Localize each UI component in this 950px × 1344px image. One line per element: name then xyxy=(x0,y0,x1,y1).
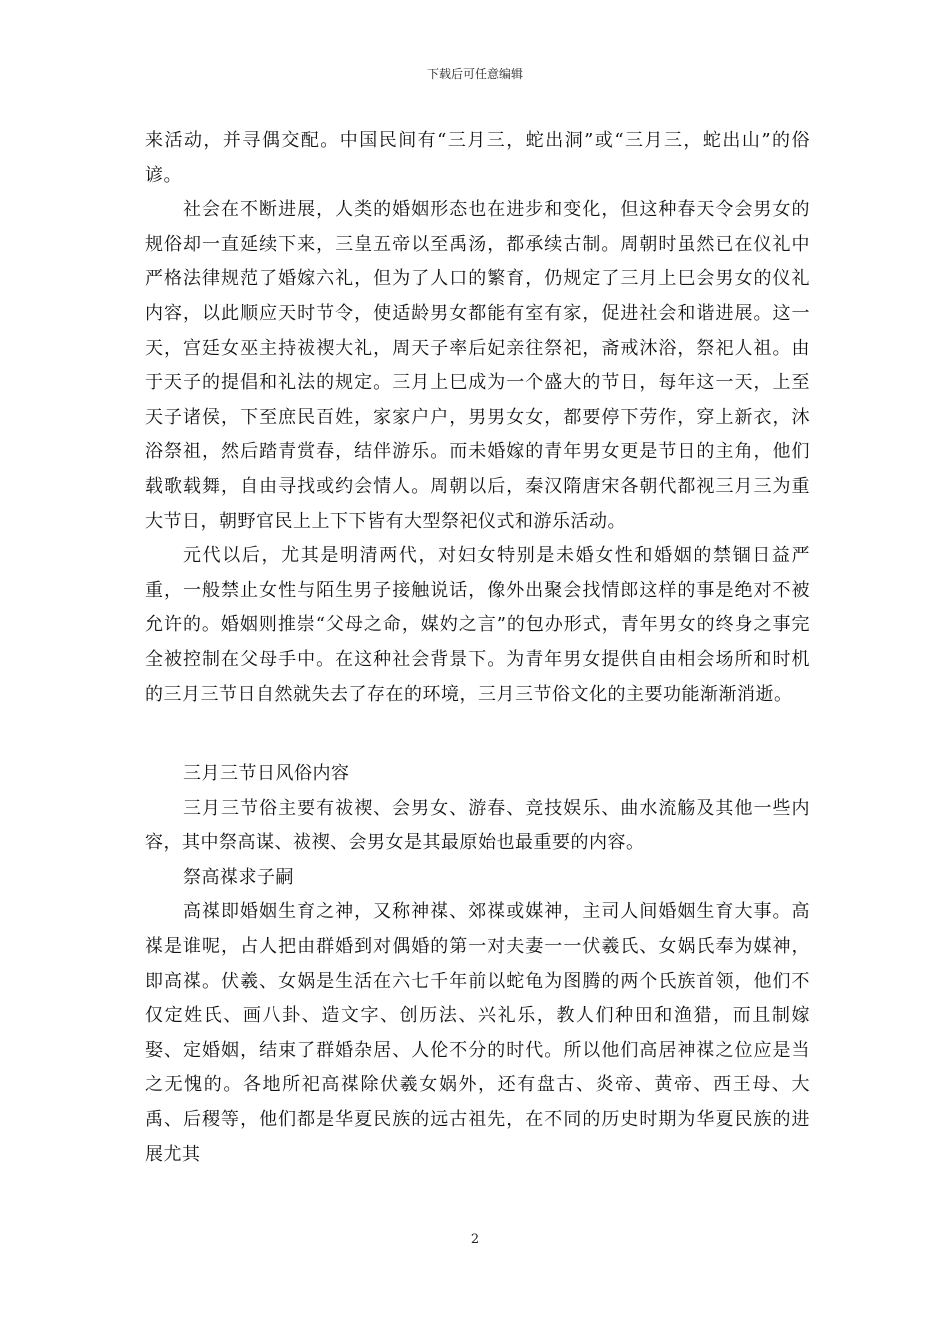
document-body xyxy=(145,124,810,1172)
section-heading-festival-customs: 三月三节日风俗内容 xyxy=(183,763,350,785)
paragraph-customs-overview: 三月三节俗主要有祓禊、会男女、游春、竞技娱乐、曲水流觞及其他一些内容，其中祭高谋、祓禊、会男女是其最原始也最重要的内容。 xyxy=(145,797,810,854)
paragraph-continuation: 来活动，并寻偶交配。中国民间有“三月三，蛇出洞”或“三月三，蛇出山”的俗谚。 xyxy=(145,130,810,186)
subheading-gaomei: 祭高禖求子嗣 xyxy=(183,866,294,888)
paragraph-yuan-ming-qing: 元代以后，尤其是明清两代，对妇女特别是未婚女性和婚姻的禁锢日益严重，一般禁止女性与陌生男子接触说话，像外出聚会找情郎这样的事是绝对不被允许的。婚姻则推崇“父母之命，媒妁之言”的包办形式，青年男女的终身之事完全被控制在父母手中。在这种社会背景下。为青年男女提供自由相会场所和时机的三月三节日自然就失去了存在的环境，三月三节俗文化的主要功能渐渐消逝。 xyxy=(145,545,810,705)
paragraph-gaomei: 高禖即婚姻生育之神，又称神禖、郊禖或媒神，主司人间婚姻生育大事。高禖是谁呢，占人把由群婚到对偶婚的第一对夫妻一一伏羲氏、女娲氏奉为媒神，即高禖。伏羲、女娲是生活在六七千年前以蛇龟为图腾的两个氏族首领，他们不仅定姓氏、画八卦、造文字、创历法、兴礼乐，教人们种田和渔猎，而且制嫁娶、定婚姻，结束了群婚杂居、人伦不分的时代。所以他们高居神禖之位应是当之无愧的。各地所祀高禖除伏羲女娲外，还有盘古、炎帝、黄帝、西王母、大禹、后稷等，他们都是华夏民族的远古祖先，在不同的历史时期为华夏民族的进展尤其 xyxy=(145,901,810,1165)
page-header: 下载后可任意编辑 xyxy=(426,67,523,81)
page-number: 2 xyxy=(470,1232,480,1247)
paragraph-social-development: 社会在不断进展，人类的婚姻形态也在进步和变化，但这种春天令会男女的规俗却一直延续下来，三皇五帝以至禹汤，都承续古制。周朝时虽然已在仪礼中严格法律规范了婚嫁六礼，但为了人口的繁育，仍规定了三月上巳会男女的仪礼内容，以此顺应天时节令，使适龄男女都能有室有家，促进社会和谐进展。这一天，宫廷女巫主持祓禊大礼，周天子率后妃亲往祭祀，斋戒沐浴，祭祀人祖。由于天子的提倡和礼法的规定。三月上巳成为一个盛大的节日，每年这一天，上至天子诸侯，下至庶民百姓，家家户户，男男女女，都要停下劳作，穿上新衣，沐浴祭祖，然后踏青赏春，结伴游乐。而未婚嫁的青年男女更是节日的主角，他们载歌载舞，自由寻找或约会情人。周朝以后，秦汉隋唐宋各朝代都视三月三为重大节日，朝野官民上上下下皆有大型祭祀仪式和游乐活动。 xyxy=(145,199,810,532)
